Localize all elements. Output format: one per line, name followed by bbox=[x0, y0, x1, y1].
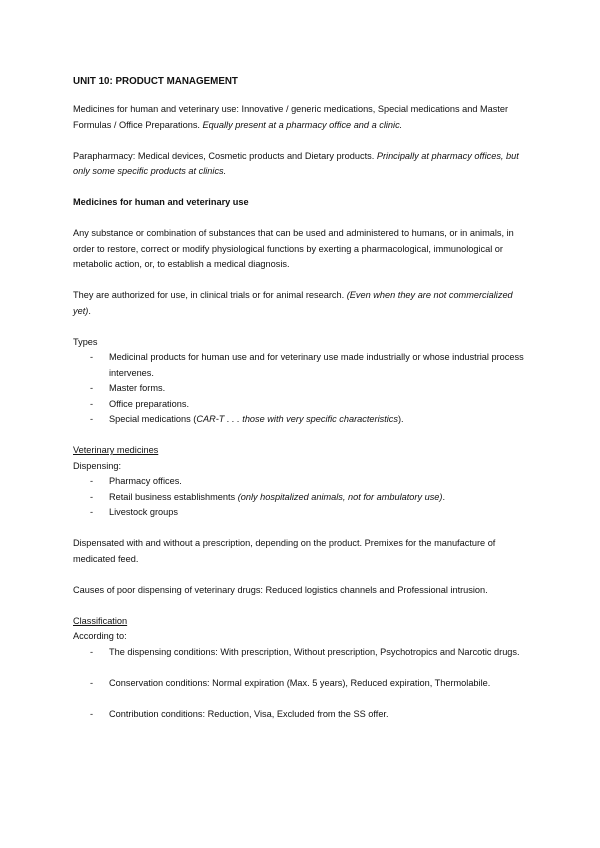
dispensing-list bbox=[73, 474, 530, 521]
classification-heading: Classification bbox=[73, 615, 128, 626]
intro-italic: Equally present at a pharmacy office and a clinic. bbox=[202, 119, 403, 130]
special-suffix: ). bbox=[398, 414, 404, 424]
authorized-italic: (Even when they are not commercialized yet) bbox=[73, 290, 513, 316]
dispensated-paragraph: Dispensated with and without a prescription, depending on the product. Premixes for the manufacture of medicated feed. bbox=[73, 538, 496, 564]
according-label: According to: bbox=[73, 631, 127, 641]
item-italic: (only hospitalized animals, not for ambulatory use) bbox=[237, 491, 443, 502]
veterinary-heading: Veterinary medicines bbox=[73, 445, 159, 455]
list-item bbox=[73, 412, 530, 428]
list-item: - The dispensing conditions: With prescription, Without prescription, Psychotropics and Narcotic drugs. bbox=[73, 645, 530, 661]
page-title: UNIT 10: PRODUCT MANAGEMENT bbox=[73, 76, 238, 87]
intro-text: Parapharmacy: Medical devices, Cosmetic products and Dietary products. bbox=[73, 150, 377, 161]
definition-paragraph: Any substance or combination of substances that can be used and administered to humans, or in animals, in order to restore, correct or modify physiological functions by exerting a pharmacological, immunological or metabolic action, or, to establish a medical diagnosis. bbox=[73, 228, 514, 269]
authorized-paragraph bbox=[73, 288, 530, 319]
causes-paragraph: Causes of poor dispensing of veterinary drugs: Reduced logistics channels and Professional intrusion. bbox=[73, 584, 488, 595]
types-label: Types bbox=[73, 336, 98, 347]
list-item: - Livestock groups bbox=[73, 505, 530, 521]
section-heading-medicines: Medicines for human and veterinary use bbox=[73, 197, 249, 207]
list-item: - Contribution conditions: Reduction, Visa, Excluded from the SS offer. bbox=[73, 707, 530, 723]
list-item bbox=[73, 490, 530, 506]
list-item: - Pharmacy offices. bbox=[73, 474, 530, 490]
special-prefix: Special medications ( bbox=[109, 414, 197, 424]
authorized-text: They are authorized for use, in clinical trials or for animal research. bbox=[73, 290, 347, 300]
types-list bbox=[73, 350, 530, 428]
special-italic: CAR-T . . . those with very specific characteristics bbox=[196, 414, 398, 424]
item-prefix: Retail business establishments bbox=[109, 491, 238, 502]
authorized-end: . bbox=[88, 305, 91, 316]
classification-list bbox=[73, 645, 530, 723]
intro-italic: Principally at pharmacy offices, but only some specific products at clinics. bbox=[73, 150, 519, 176]
item-suffix: . bbox=[442, 491, 446, 502]
dispensing-label: Dispensing: bbox=[73, 460, 122, 471]
list-item: - Master forms. bbox=[73, 381, 530, 397]
intro-paragraph-medicines bbox=[73, 102, 530, 133]
list-item: - Office preparations. bbox=[73, 397, 530, 413]
list-item: - Medicinal products for human use and for veterinary use made industrially or whose industrial process intervenes. bbox=[73, 350, 530, 381]
intro-paragraph-parapharmacy bbox=[73, 149, 530, 180]
intro-text: Medicines for human and veterinary use: Innovative / generic medications, Special medications and Master Formulas / Office Preparations. bbox=[73, 104, 509, 130]
list-item: - Conservation conditions: Normal expiration (Max. 5 years), Reduced expiration, Thermolabile. bbox=[73, 676, 530, 692]
